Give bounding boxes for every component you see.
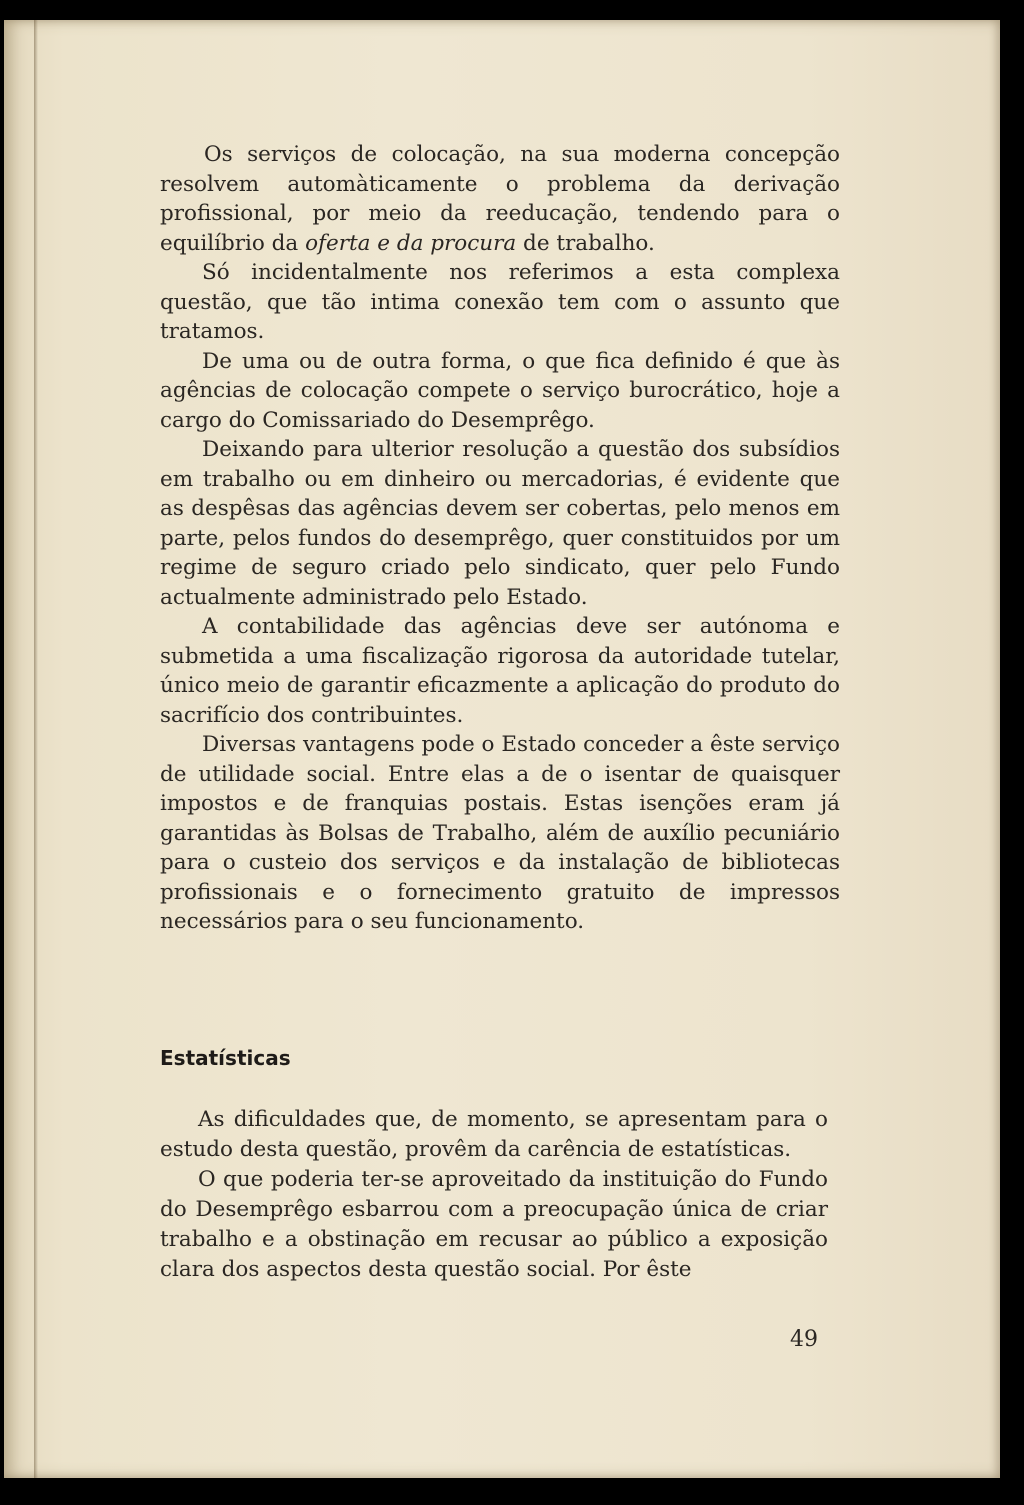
paragraph-4: Deixando para ulterior resolução a questão dos subsídios em trabalho ou em dinheiro ou mercadorias, é evidente que as despêsas das agências devem ser cobertas, pelo menos em parte, pelos fundos do desemprêgo, quer constituidos por um regime de seguro criado pelo sindicato, quer pelo Fundo actualmente administrado pelo Estado.: [160, 437, 840, 610]
paragraph-3: De uma ou de outra forma, o que fica definido é que às agências de colocação compete o serviço burocrático, hoje a cargo do Comissariado do Desemprêgo.: [160, 348, 840, 433]
paragraph-7: As dificuldades que, de momento, se apresentam para o estudo desta questão, provêm da carência de estatísticas.: [160, 1107, 828, 1162]
paragraph-2: Só incidentalmente nos referimos a esta complexa questão, que tão intima conexão tem com o assunto que tratamos.: [160, 260, 840, 344]
paragraph-8: O que poderia ter-se aproveitado da instituição do Fundo do Desemprêgo esbarrou com a preocupação única de criar trabalho e a obstinação em recusar ao público a exposição clara dos aspectos desta questão social. Por êste: [160, 1167, 828, 1282]
paragraph-1-part-a: Os serviços de colocação, na sua moderna concepção resolvem automàticamente o problema da derivação profissional, por meio da reeducação, tendendo para o equilíbrio da: [160, 142, 840, 256]
page-number: 49: [790, 1327, 818, 1352]
paragraph-5: A contabilidade das agências deve ser autónoma e submetida a uma fiscalização rigorosa da autoridade tutelar, único meio de garantir eficazmente a aplicação do produto do sacrifício dos contribuintes.: [160, 614, 840, 728]
section-heading: Estatísticas: [160, 1046, 291, 1070]
paragraph-1-part-b: de trabalho.: [516, 230, 655, 256]
page-binding-shadow: [34, 20, 38, 1478]
body-text-section-1: [160, 140, 840, 937]
paragraph-1: [160, 140, 840, 258]
italic-phrase: oferta e da procura: [305, 230, 517, 256]
paragraph-6: Diversas vantagens pode o Estado conceder a êste serviço de utilidade social. Entre elas a de o isentar de quaisquer impostos e de franquias postais. Estas isenções eram já garantidas às Bolsas de Trabalho, além de auxílio pecuniário para o custeio dos serviços e da instalação de bibliotecas profissionais e o fornecimento gratuito de impressos necessários para o seu funcionamento.: [160, 732, 840, 934]
body-text-section-2: [160, 1105, 828, 1285]
